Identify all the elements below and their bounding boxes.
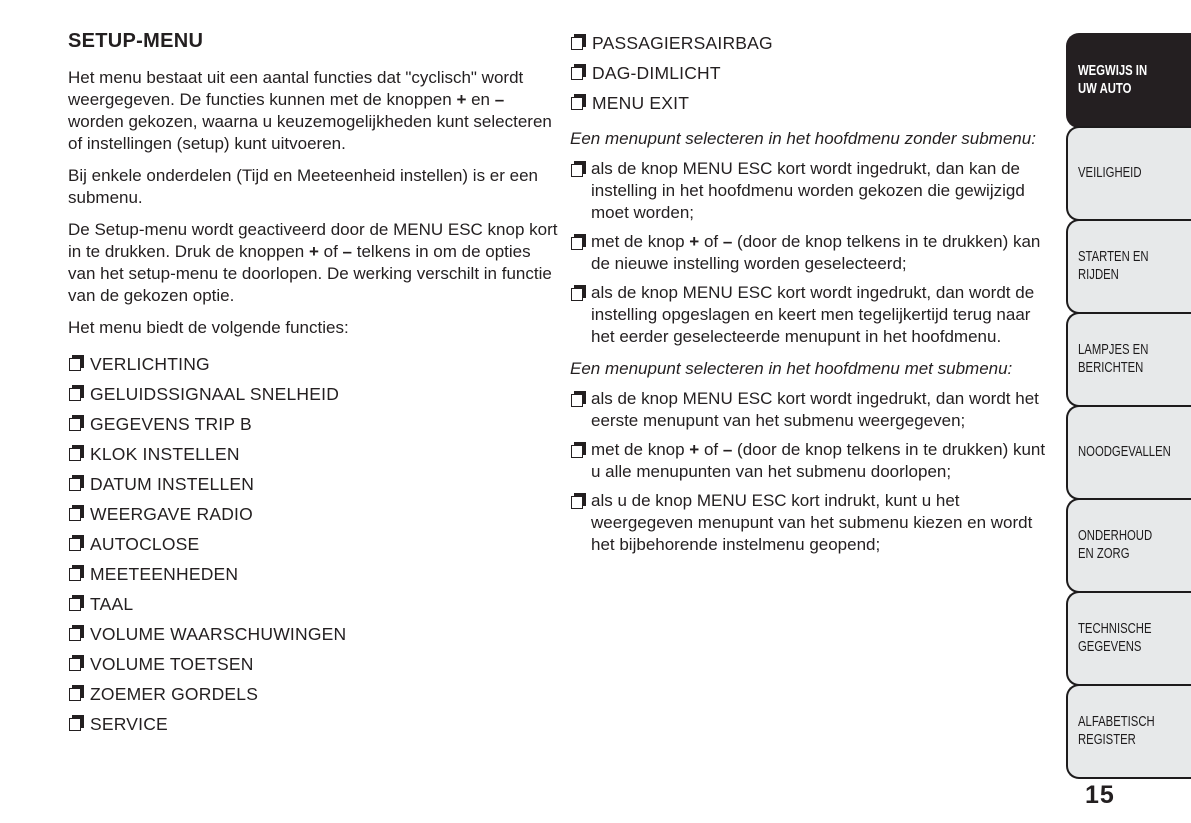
list-item-label: ZOEMER GORDELS [90,683,259,704]
shadowed-square-bullet-icon [69,478,81,491]
paragraph: Bij enkele onderdelen (Tijd en Meeteenheid instellen) is er een submenu. [68,166,538,207]
page-number: 15 [1085,781,1115,809]
section-heading: Een menupunt selecteren in het hoofdmenu zonder submenu: [570,129,1036,148]
shadowed-square-bullet-icon [571,496,583,509]
sidebar-tab[interactable] [1066,33,1191,128]
list-item [570,28,1048,58]
list-item-label: PASSAGIERSAIRBAG [592,32,773,53]
list-item-label: DATUM INSTELLEN [90,473,255,494]
left-paragraphs [68,67,562,339]
list-item-label: GELUIDSSIGNAAL SNELHEID [90,383,340,404]
list-item-label: MENU EXIT [592,92,690,113]
bullet-text: als de knop MENU ESC kort wordt ingedrukt, dan wordt de instelling opgeslagen en keert men tegelijkertijd terug naar het eerder geselecteerde menupunt in het hoofdmenu. [591,283,1035,346]
sidebar-tab-label: NOODGEVALLEN [1078,443,1171,460]
shadowed-square-bullet-icon [69,598,81,611]
shadowed-square-bullet-icon [69,358,81,371]
list-item [570,58,1048,88]
list-item [570,88,1048,118]
sidebar-tab-label: WEGWIJS IN UW AUTO [1078,63,1148,97]
sidebar-tab-label: LAMPJES EN BERICHTEN [1078,342,1149,376]
shadowed-square-bullet-icon [571,237,583,250]
bullet-text: als de knop MENU ESC kort wordt ingedrukt, dan kan de instelling in het hoofdmenu worden gekozen die gewijzigd moet worden; [591,159,1025,222]
shadowed-square-bullet-icon [571,394,583,407]
sidebar-tab[interactable] [1066,405,1191,500]
section-tab-sidebar [1066,35,1191,779]
bullet-item [570,388,1048,432]
list-item [68,499,562,529]
list-item [68,589,562,619]
shadowed-square-bullet-icon [571,445,583,458]
bullet-item [570,231,1048,275]
setup-menu-function-list-continued [570,28,1048,118]
list-item [68,349,562,379]
sidebar-tab-label: ONDERHOUD EN ZORG [1078,528,1153,562]
sidebar-tab-label: VEILIGHEID [1078,164,1142,181]
left-column [68,30,562,739]
shadowed-square-bullet-icon [69,538,81,551]
list-item [68,559,562,589]
shadowed-square-bullet-icon [571,37,583,50]
shadowed-square-bullet-icon [69,418,81,431]
shadowed-square-bullet-icon [69,628,81,641]
paragraph: Het menu biedt de volgende functies: [68,318,349,337]
shadowed-square-bullet-icon [571,67,583,80]
bullet-item [570,490,1048,556]
list-item-label: VOLUME TOETSEN [90,653,254,674]
section-bullets [570,158,1048,348]
sidebar-tab[interactable] [1066,126,1191,221]
bullet-text: als de knop MENU ESC kort wordt ingedrukt, dan wordt het eerste menupunt van het submenu weergegeven; [591,389,1039,430]
right-column [570,26,1048,563]
list-item-label: AUTOCLOSE [90,533,200,554]
shadowed-square-bullet-icon [69,568,81,581]
list-item [68,649,562,679]
shadowed-square-bullet-icon [69,508,81,521]
list-item-label: TAAL [90,593,134,614]
section-bullets [570,388,1048,556]
setup-menu-function-list [68,349,562,739]
list-item-label: KLOK INSTELLEN [90,443,240,464]
sidebar-tab[interactable] [1066,498,1191,593]
page-title: SETUP-MENU [68,30,204,52]
list-item [68,409,562,439]
list-item [68,529,562,559]
list-item [68,439,562,469]
list-item [68,379,562,409]
bullet-item [570,158,1048,224]
list-item-label: DAG-DIMLICHT [592,62,721,83]
shadowed-square-bullet-icon [571,288,583,301]
shadowed-square-bullet-icon [69,388,81,401]
shadowed-square-bullet-icon [69,718,81,731]
paragraph: De Setup-menu wordt geactiveerd door de MENU ESC knop kort in te drukken. Druk de knoppen + of – telkens in om de opties van het setup-menu te doorlopen. De werking verschilt in functie van de gekozen optie. [68,220,558,305]
sidebar-tab[interactable] [1066,219,1191,314]
sidebar-tab-label: TECHNISCHE GEGEVENS [1078,621,1152,655]
bullet-text: als u de knop MENU ESC kort indrukt, kunt u het weergegeven menupunt van het submenu kiezen en wordt het bijbehorende instelmenu geopend; [591,491,1033,554]
bullet-item [570,439,1048,483]
list-item [68,469,562,499]
shadowed-square-bullet-icon [69,448,81,461]
sidebar-tab-label: STARTEN EN RIJDEN [1078,249,1149,283]
sidebar-tab[interactable] [1066,591,1191,686]
list-item-label: SERVICE [90,713,168,734]
paragraph: Het menu bestaat uit een aantal functies dat "cyclisch" wordt weergegeven. De functies kunnen met de knoppen + en – worden gekozen, waarna u keuzemogelijkheden kunt selecteren of instellingen (setup) kunt uitvoeren. [68,68,552,153]
bullet-text: met de knop + of – (door de knop telkens in te drukken) kunt u alle menupunten van het submenu doorlopen; [591,440,1046,481]
sidebar-tab[interactable] [1066,312,1191,407]
sidebar-tab-label: ALFABETISCH REGISTER [1078,714,1155,748]
list-item-label: VERLICHTING [90,353,210,374]
list-item-label: MEETEENHEDEN [90,563,239,584]
shadowed-square-bullet-icon [69,658,81,671]
list-item [68,619,562,649]
list-item [68,709,562,739]
list-item-label: WEERGAVE RADIO [90,503,253,524]
list-item [68,679,562,709]
list-item-label: VOLUME WAARSCHUWINGEN [90,623,347,644]
section-heading: Een menupunt selecteren in het hoofdmenu met submenu: [570,359,1013,378]
shadowed-square-bullet-icon [571,97,583,110]
bullet-text: met de knop + of – (door de knop telkens in te drukken) kan de nieuwe instelling worden geselecteerd; [591,232,1041,273]
sidebar-tab[interactable] [1066,684,1191,779]
list-item-label: GEGEVENS TRIP B [90,413,252,434]
shadowed-square-bullet-icon [571,164,583,177]
shadowed-square-bullet-icon [69,688,81,701]
bullet-item [570,282,1048,348]
